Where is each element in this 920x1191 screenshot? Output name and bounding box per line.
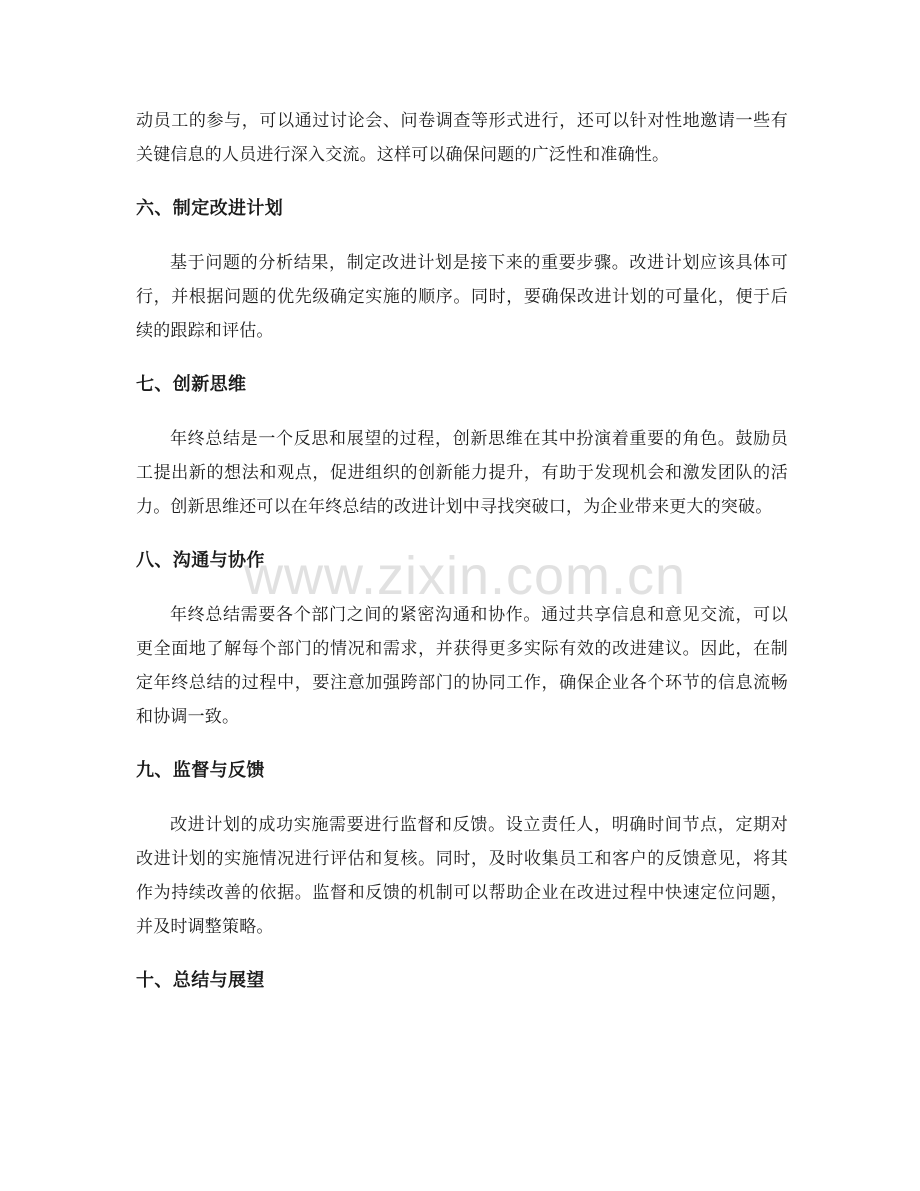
section-heading-9: 九、监督与反馈 [136, 760, 265, 781]
section-heading-6: 六、制定改进计划 [136, 198, 284, 219]
section-body-9: 改进计划的成功实施需要进行监督和反馈。设立责任人，明确时间节点，定期对改进计划的实施情况进行评估和复核。同时，及时收集员工和客户的反馈意见，将其作为持续改善的依据。监督和反馈的机制可以帮助企业在改进过程中快速定位问题，并及时调整策略。 [136, 815, 788, 937]
section-heading-7: 七、创新思维 [136, 374, 247, 395]
watermark: www.zixin.com.cn [243, 546, 687, 606]
section-body-8: 年终总结需要各个部门之间的紧密沟通和协作。通过共享信息和意见交流，可以更全面地了解每个部门的情况和需求，并获得更多实际有效的改进建议。因此，在制定年终总结的过程中，要注意加强跨部门的协同工作，确保企业各个环节的信息流畅和协调一致。 [136, 605, 788, 727]
intro-paragraph: 动员工的参与，可以通过讨论会、问卷调查等形式进行，还可以针对性地邀请一些有关键信息的人员进行深入交流。这样可以确保问题的广泛性和准确性。 [136, 111, 788, 165]
section-body-6: 基于问题的分析结果，制定改进计划是接下来的重要步骤。改进计划应该具体可行，并根据问题的优先级确定实施的顺序。同时，要确保改进计划的可量化，便于后续的跟踪和评估。 [136, 253, 788, 341]
section-heading-8: 八、沟通与协作 [136, 550, 265, 571]
document-body [136, 104, 788, 998]
section-heading-10: 十、总结与展望 [136, 970, 265, 991]
section-body-7: 年终总结是一个反思和展望的过程，创新思维在其中扮演着重要的角色。鼓励员工提出新的想法和观点，促进组织的创新能力提升，有助于发现机会和激发团队的活力。创新思维还可以在年终总结的改进计划中寻找突破口，为企业带来更大的突破。 [136, 429, 788, 517]
